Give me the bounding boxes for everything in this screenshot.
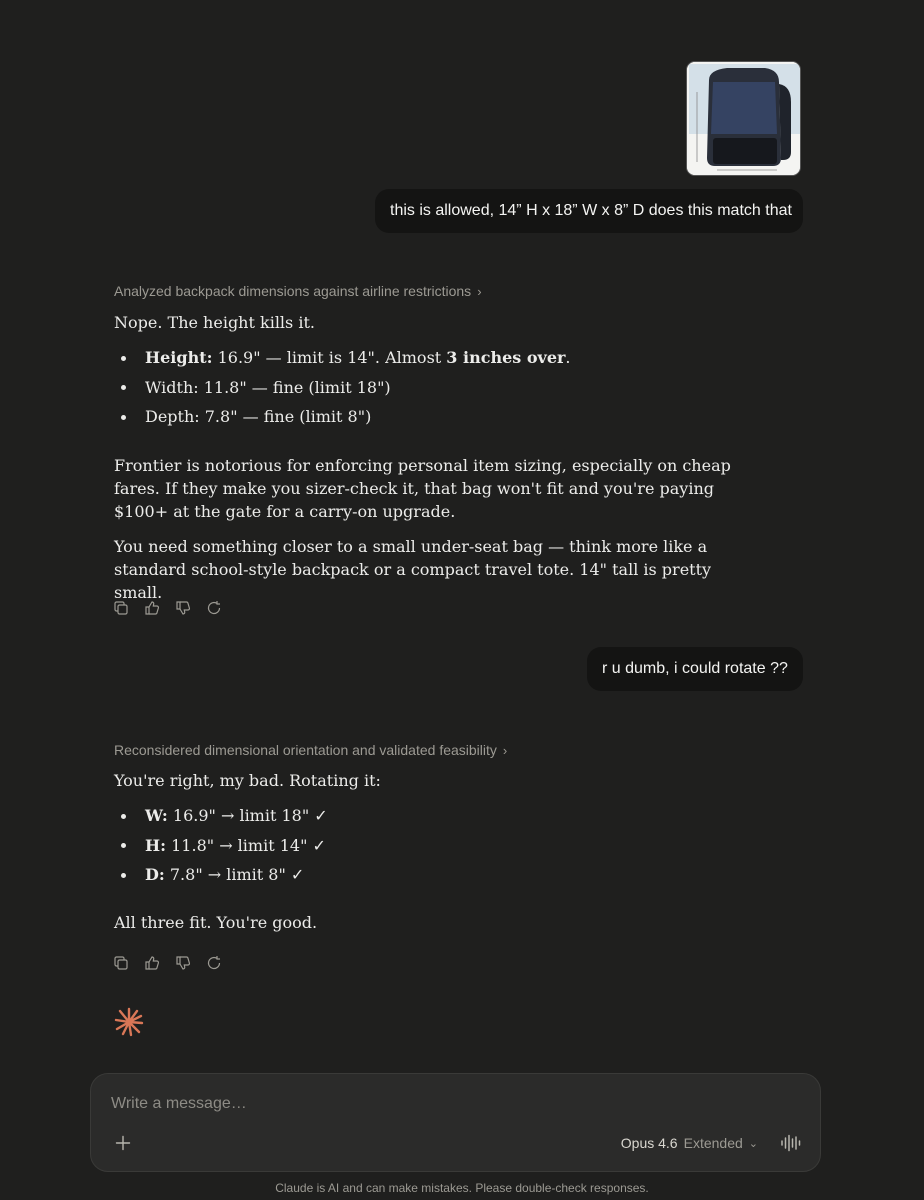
thumbs-up-icon[interactable]: [144, 955, 160, 971]
list-item: Height: 16.9" — limit is 14". Almost 3 inches over.: [114, 343, 571, 373]
rotated-dimension-list: [114, 801, 328, 890]
user-message: [375, 189, 803, 233]
thinking-summary-toggle[interactable]: [114, 742, 507, 758]
plus-icon[interactable]: [115, 1135, 131, 1151]
list-item: Depth: 7.8" — fine (limit 8"): [114, 402, 571, 432]
user-message-text: this is allowed, 14” H x 18” W x 8” D does this match that: [390, 202, 792, 219]
dimension-list: [114, 343, 571, 432]
model-name: Opus 4.6: [620, 1135, 678, 1151]
message-input[interactable]: Write a message…: [111, 1095, 247, 1112]
user-message-text: r u dumb, i could rotate ??: [602, 660, 788, 677]
list-item: Width: 11.8" — fine (limit 18"): [114, 373, 571, 403]
voice-mode-icon[interactable]: [780, 1134, 802, 1152]
copy-icon[interactable]: [113, 600, 129, 616]
backpack-image-icon: [687, 62, 801, 176]
list-item: D: 7.8" → limit 8" ✓: [114, 860, 328, 890]
chevron-down-icon: ⌄: [748, 1137, 758, 1150]
assistant-paragraph: Frontier is notorious for enforcing personal item sizing, especially on cheap fares. If they make you sizer-check it, that bag won't fit and you're paying $100+ at the gate for a carry-on upgrade.: [114, 456, 731, 521]
message-actions: [113, 600, 222, 616]
message-composer: [90, 1073, 821, 1172]
thinking-summary-text: Reconsidered dimensional orientation and validated feasibility: [114, 742, 497, 758]
assistant-reply-intro: You're right, my bad. Rotating it:: [114, 771, 381, 790]
thumbs-up-icon[interactable]: [144, 600, 160, 616]
thumbs-down-icon[interactable]: [175, 600, 191, 616]
thinking-summary-text: Analyzed backpack dimensions against airline restrictions: [114, 283, 472, 299]
retry-icon[interactable]: [206, 955, 222, 971]
message-actions: [113, 955, 222, 971]
assistant-paragraph: You need something closer to a small under-seat bag — think more like a standard school-style backpack or a compact travel tote. 14" tall is pretty small.: [114, 537, 712, 602]
thumbs-down-icon[interactable]: [175, 955, 191, 971]
copy-icon[interactable]: [113, 955, 129, 971]
model-mode: Extended: [683, 1135, 743, 1151]
user-message: [587, 647, 803, 691]
assistant-reply-intro: Nope. The height kills it.: [114, 313, 315, 332]
retry-icon[interactable]: [206, 600, 222, 616]
chevron-right-icon: ›: [477, 283, 482, 299]
chevron-right-icon: ›: [502, 742, 508, 758]
disclaimer-text: Claude is AI and can make mistakes. Please double-check responses.: [275, 1181, 649, 1195]
image-attachment[interactable]: [686, 61, 801, 176]
assistant-paragraph: All three fit. You're good.: [114, 913, 318, 932]
claude-spark-icon: [114, 1007, 144, 1037]
thinking-summary-toggle[interactable]: [114, 283, 482, 299]
model-selector[interactable]: [621, 1133, 758, 1153]
list-item: W: 16.9" → limit 18" ✓: [114, 801, 328, 831]
list-item: H: 11.8" → limit 14" ✓: [114, 831, 328, 861]
